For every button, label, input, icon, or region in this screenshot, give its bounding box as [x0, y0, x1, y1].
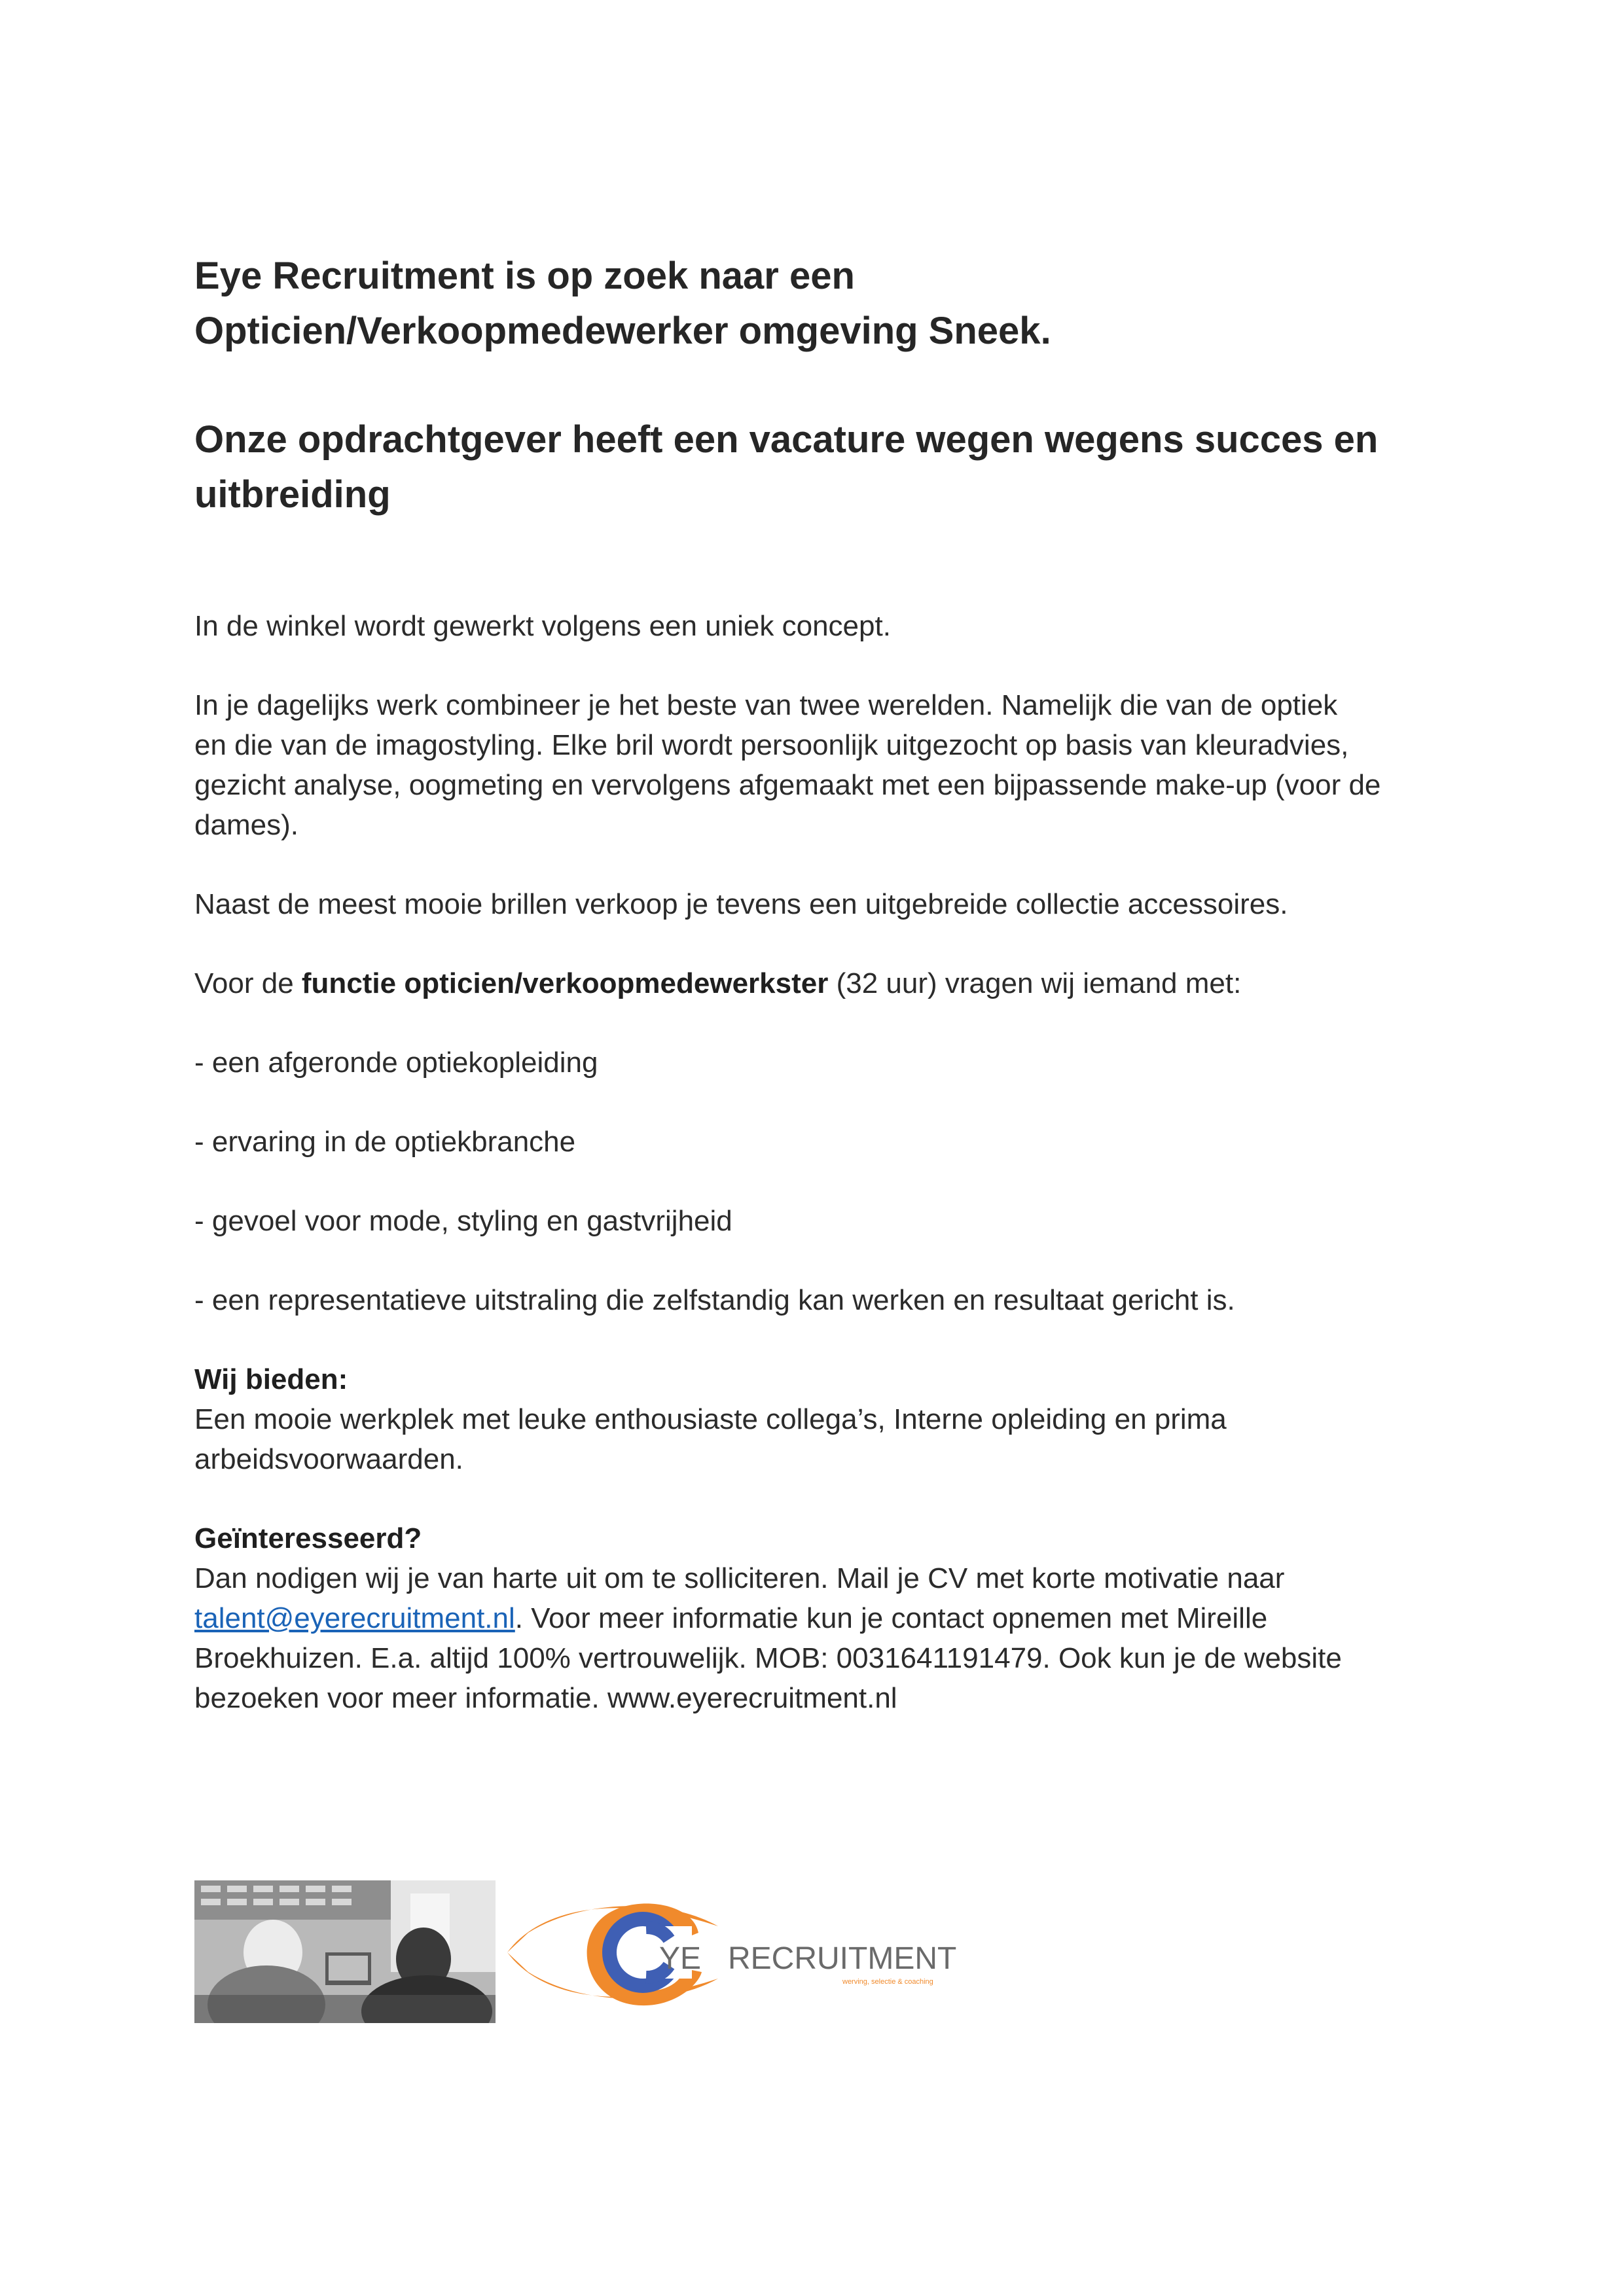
requirement-item: - een representatieve uitstraling die zelfstandig kan werken en resultaat gericht is. [194, 1284, 1235, 1316]
accessories-text: Naast de meest mooie brillen verkoop je tevens een uitgebreide collectie accessoires. [194, 888, 1288, 920]
interested-line: bezoeken voor meer informatie. www.eyerecruitment.nl [194, 1682, 897, 1714]
eye-recruitment-logo [502, 1887, 973, 2018]
footer-images [194, 1880, 980, 2023]
description-line: gezicht analyse, oogmeting en vervolgens afgemaakt met een bijpassende make-up (voor de [194, 769, 1381, 801]
heading-client-line2: uitbreiding [194, 473, 391, 516]
function-title: functie opticien/verkoopmedewerkster [301, 967, 829, 999]
interested-line: . Voor meer informatie kun je contact opnemen met Mireille [514, 1602, 1268, 1634]
offer-line: arbeidsvoorwaarden. [194, 1443, 463, 1475]
offer-line: Een mooie werkplek met leuke enthousiaste collega’s, Interne opleiding en prima [194, 1403, 1227, 1435]
offer-heading: Wij bieden: [194, 1363, 348, 1395]
job-posting [194, 249, 1438, 1718]
requirement-item: - een afgeronde optiekopleiding [194, 1047, 598, 1079]
logo-tagline: werving, selectie & coaching [842, 1978, 933, 1986]
function-prefix: Voor de [194, 967, 302, 999]
requirement-item: - gevoel voor mode, styling en gastvrijheid [194, 1205, 732, 1237]
description-line: en die van de imagostyling. Elke bril wordt persoonlijk uitgezocht op basis van kleuradvies, [194, 729, 1349, 761]
function-text [194, 963, 1438, 1003]
heading-vacancy [194, 249, 1438, 359]
logo-mark [502, 1887, 973, 2018]
function-suffix: (32 uur) vragen wij iemand met: [828, 967, 1242, 999]
email-link[interactable]: talent@eyerecruitment.nl [194, 1602, 515, 1634]
shop-photo [194, 1880, 496, 2023]
description-line: In je dagelijks werk combineer je het beste van twee werelden. Namelijk die van de optiek [194, 689, 1338, 721]
description-paragraph [194, 685, 1438, 845]
offer-section [194, 1359, 1438, 1479]
heading-client [194, 412, 1438, 522]
heading-vacancy-line2: Opticien/Verkoopmedewerker omgeving Sneek. [194, 310, 1051, 352]
intro-text: In de winkel wordt gewerkt volgens een uniek concept. [194, 610, 891, 642]
heading-vacancy-line1: Eye Recruitment is op zoek naar een [194, 255, 855, 297]
interested-section [194, 1518, 1438, 1718]
interested-line: Dan nodigen wij je van harte uit om te solliciteren. Mail je CV met korte motivatie naar [194, 1562, 1285, 1594]
logo-word: RECRUITMENT [728, 1941, 957, 1976]
heading-client-line1: Onze opdrachtgever heeft een vacature wegen wegens succes en [194, 418, 1379, 461]
logo-letters: YE [659, 1941, 702, 1976]
interested-line: Broekhuizen. E.a. altijd 100% vertrouwelijk. MOB: 0031641191479. Ook kun je de website [194, 1642, 1342, 1674]
shop-photo-drawing [194, 1880, 496, 2023]
requirement-item: - ervaring in de optiekbranche [194, 1126, 576, 1158]
description-line: dames). [194, 809, 298, 841]
interested-heading: Geïnteresseerd? [194, 1522, 422, 1554]
